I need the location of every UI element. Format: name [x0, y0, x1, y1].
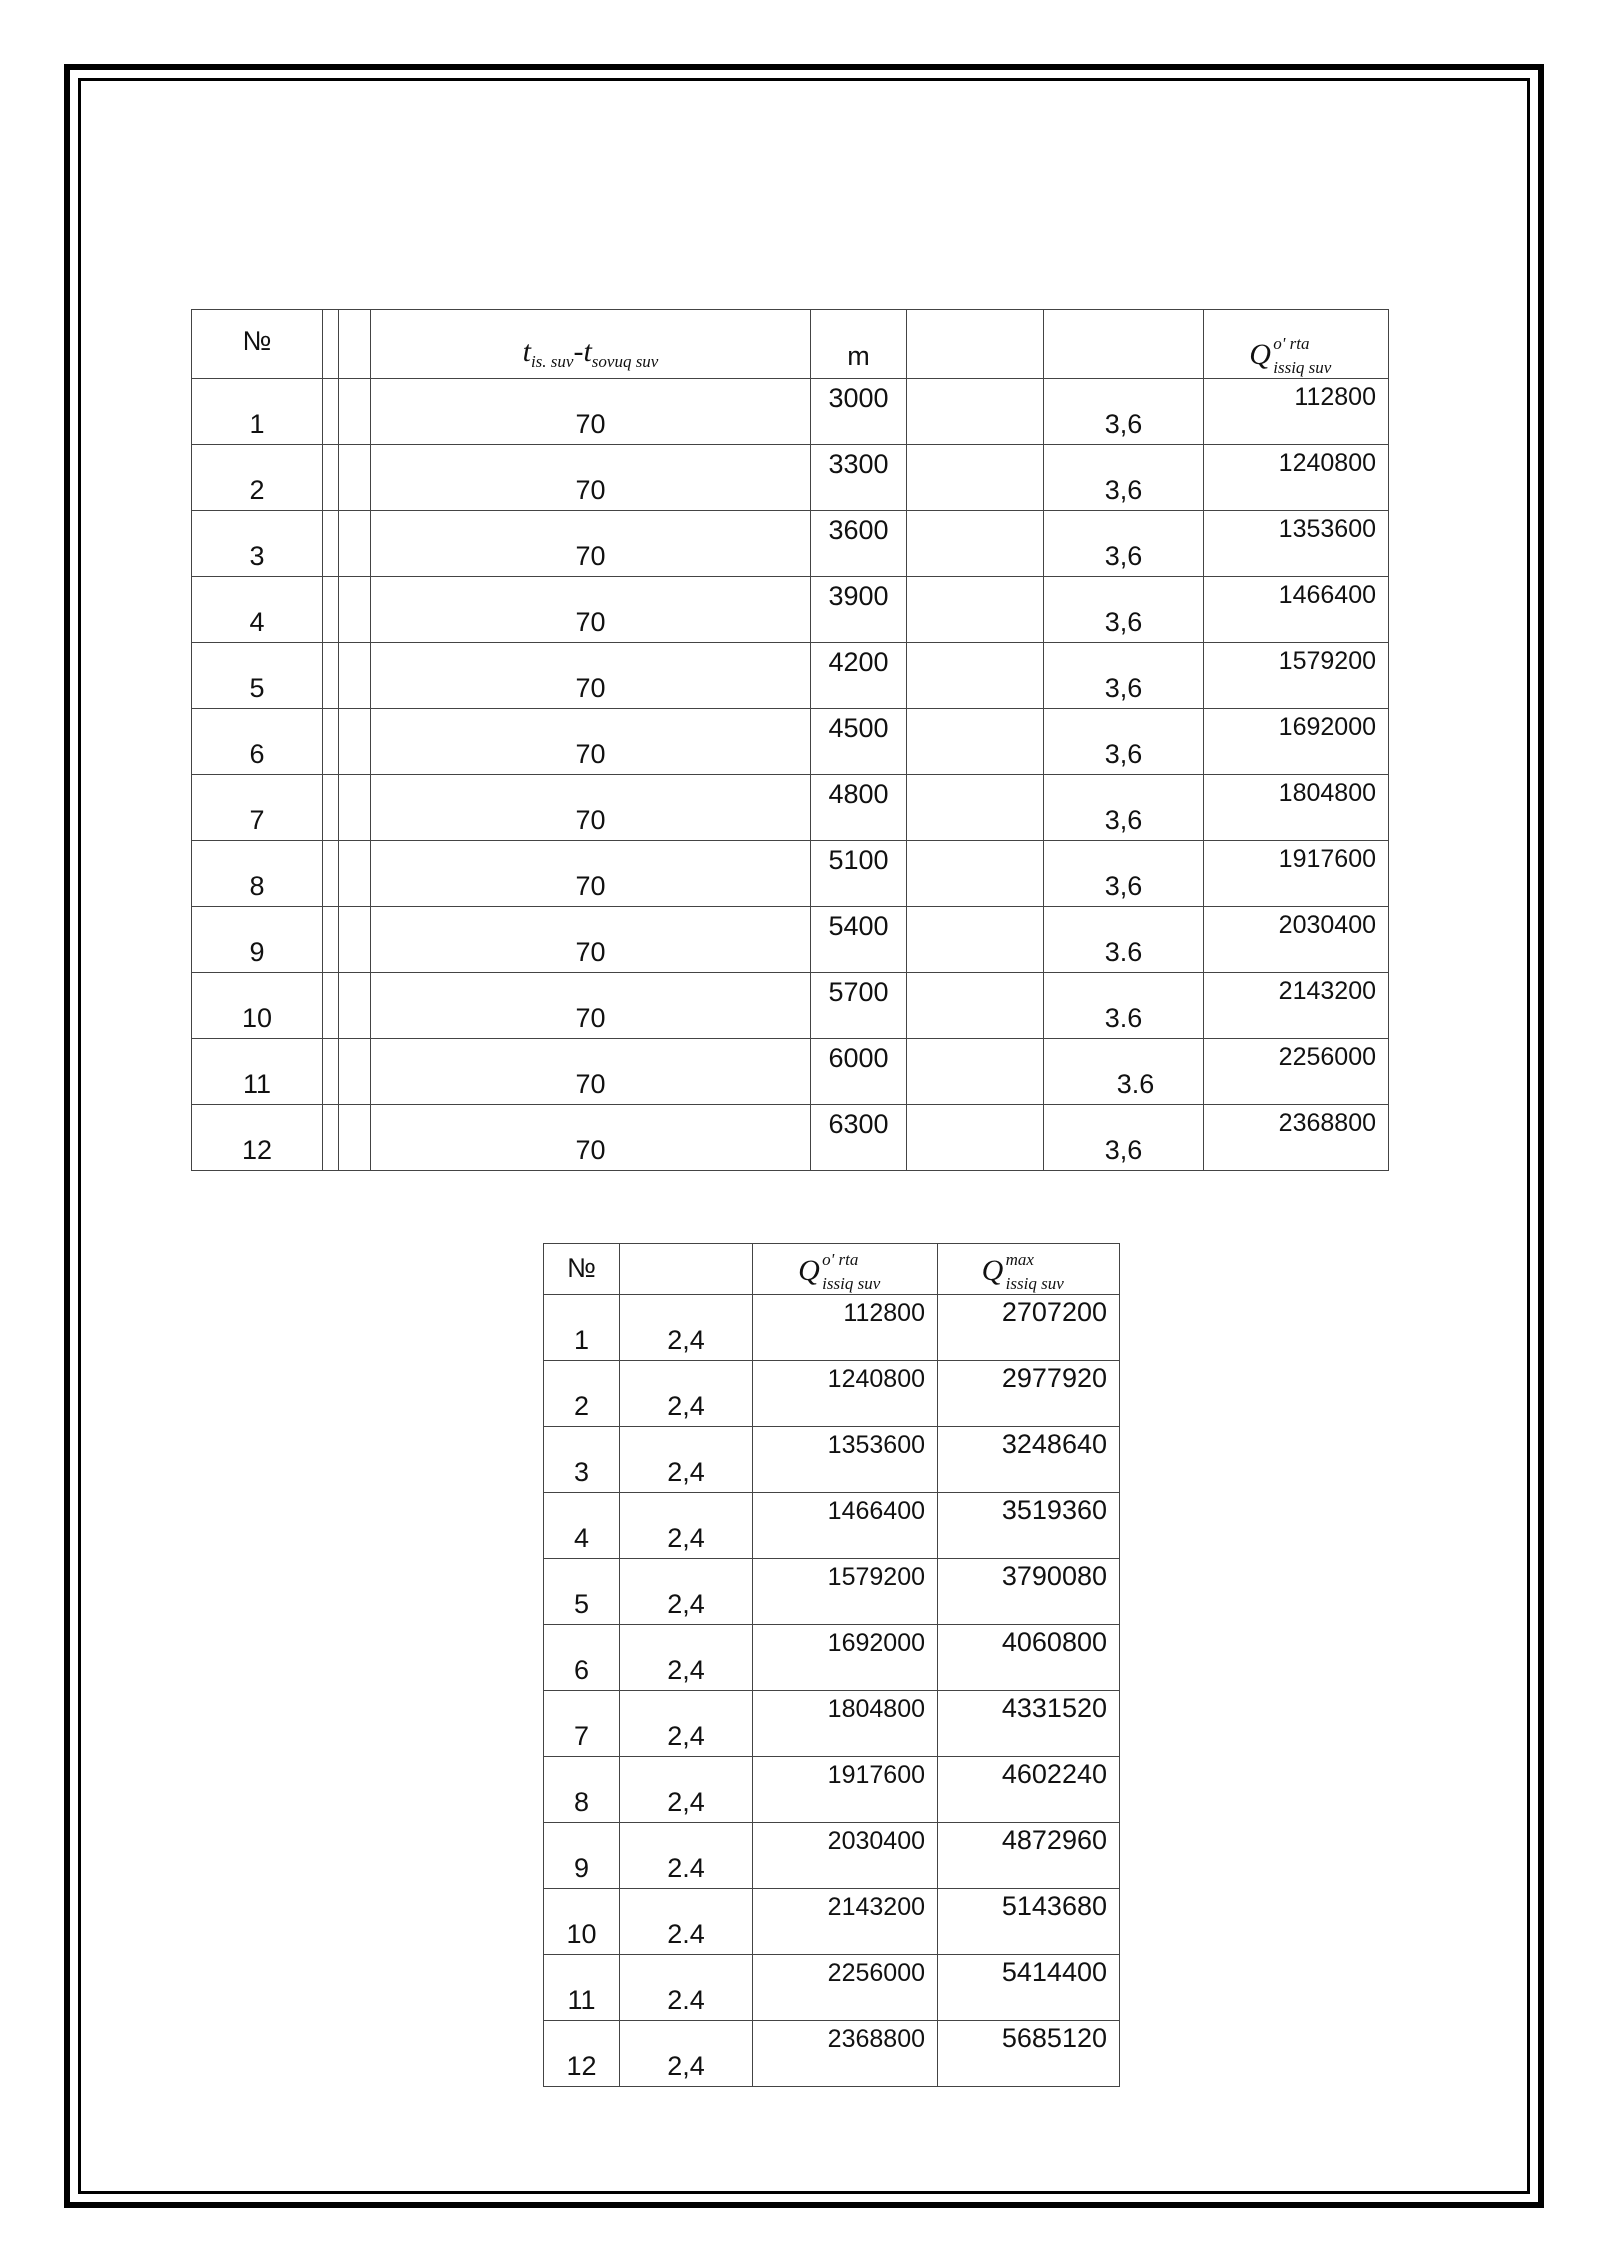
row-number: 9 — [573, 1853, 590, 1883]
table1-cell-no — [192, 841, 323, 907]
table1-cell-blank-c — [906, 577, 1043, 643]
table1-cell-m — [811, 577, 906, 643]
table1-cell-no — [192, 709, 323, 775]
q-avg-formula: Q o' rta issiq suv — [1249, 334, 1332, 377]
coef-value: 2,4 — [667, 1787, 705, 1817]
table1-cell-coef — [1043, 841, 1203, 907]
temp-diff-value: 70 — [575, 409, 606, 439]
table1-cell-m — [811, 1039, 906, 1105]
table2-cell-q-max — [938, 1427, 1120, 1493]
table1-cell-coef — [1043, 973, 1203, 1039]
m-value: 3600 — [828, 515, 889, 545]
table2-row — [544, 1955, 1120, 2021]
q-max-value: 4872960 — [1001, 1825, 1107, 1855]
table1-row — [192, 841, 1389, 907]
table1-cell-no — [192, 973, 323, 1039]
table1-cell-temp-diff — [370, 1105, 811, 1171]
table1-cell-temp-diff — [370, 643, 811, 709]
q-avg-value: 2143200 — [1278, 977, 1376, 1005]
table1-cell-blank-a — [322, 973, 338, 1039]
table1-cell-m — [811, 907, 906, 973]
table2-cell-coef — [620, 1955, 753, 2021]
q-avg-value: 1917600 — [827, 1761, 925, 1789]
table1-cell-blank-a — [322, 511, 338, 577]
table1-cell-blank-b — [339, 379, 370, 445]
q-avg-value: 1692000 — [1278, 713, 1376, 741]
table1-cell-q-avg — [1204, 973, 1389, 1039]
coef-value: 3.6 — [1104, 937, 1143, 967]
table1-cell-blank-a — [322, 445, 338, 511]
table2-cell-q-max — [938, 1559, 1120, 1625]
table1-header-blank-b — [339, 310, 370, 379]
temp-diff-value: 70 — [575, 1069, 606, 1099]
q-avg-value: 1353600 — [1278, 515, 1376, 543]
table1-cell-temp-diff — [370, 973, 811, 1039]
table1-header-m — [811, 310, 906, 379]
row-number: 6 — [249, 739, 265, 769]
table1-cell-m — [811, 973, 906, 1039]
m-value: 4500 — [828, 713, 889, 743]
row-number: 8 — [249, 871, 265, 901]
table1-header-temp-diff — [370, 310, 811, 379]
table2-cell-coef — [620, 1427, 753, 1493]
m-value: 6300 — [828, 1109, 889, 1139]
table2-cell-no — [544, 1625, 620, 1691]
q-max-value: 4602240 — [1001, 1759, 1107, 1789]
q-max-value: 2707200 — [1001, 1297, 1107, 1327]
table1-row — [192, 973, 1389, 1039]
table2-header-q-avg — [753, 1244, 938, 1295]
table1-row — [192, 709, 1389, 775]
table1-cell-blank-b — [339, 775, 370, 841]
q-avg-value: 112800 — [843, 1299, 925, 1327]
m-value: 4200 — [828, 647, 889, 677]
table2-cell-q-avg — [753, 1427, 938, 1493]
q-max-value: 3519360 — [1001, 1495, 1107, 1525]
q-avg-value: 1804800 — [1278, 779, 1376, 807]
table2-row — [544, 2021, 1120, 2087]
table1-cell-q-avg — [1204, 709, 1389, 775]
q-avg-value: 1917600 — [1278, 845, 1376, 873]
table1-cell-coef — [1043, 1039, 1203, 1105]
coef-value: 3,6 — [1104, 475, 1143, 505]
table2-header-blank — [620, 1244, 753, 1295]
table1-cell-blank-a — [322, 907, 338, 973]
table1-cell-blank-a — [322, 643, 338, 709]
table1-cell-blank-c — [906, 907, 1043, 973]
m-value: 5100 — [828, 845, 889, 875]
table1-cell-no — [192, 1039, 323, 1105]
table1-cell-temp-diff — [370, 907, 811, 973]
coef-value: 3,6 — [1104, 805, 1143, 835]
row-number: 1 — [573, 1325, 590, 1355]
q-avg-value: 1240800 — [1278, 449, 1376, 477]
table1-row — [192, 379, 1389, 445]
q-avg-value: 1466400 — [1278, 581, 1376, 609]
m-value: 5700 — [828, 977, 889, 1007]
table1-row — [192, 445, 1389, 511]
row-number: 5 — [573, 1589, 590, 1619]
table1-cell-coef — [1043, 445, 1203, 511]
table1-cell-q-avg — [1204, 379, 1389, 445]
table2-cell-no — [544, 1295, 620, 1361]
coef-value: 3.6 — [1104, 1003, 1143, 1033]
hot-water-table-2 — [543, 1243, 1120, 2087]
q-avg-value: 112800 — [1294, 383, 1376, 411]
table1-cell-q-avg — [1204, 511, 1389, 577]
table2-cell-coef — [620, 1757, 753, 1823]
table2-cell-q-avg — [753, 1559, 938, 1625]
table2-cell-no — [544, 1823, 620, 1889]
q-avg-value: 1353600 — [827, 1431, 925, 1459]
m-value: 3900 — [828, 581, 889, 611]
table1-cell-blank-b — [339, 709, 370, 775]
temp-diff-value: 70 — [575, 673, 606, 703]
table2-row — [544, 1823, 1120, 1889]
row-number: 2 — [573, 1391, 590, 1421]
row-number: 4 — [249, 607, 265, 637]
q-max-value: 5685120 — [1001, 2023, 1107, 2053]
table2-cell-coef — [620, 2021, 753, 2087]
table2-row — [544, 1625, 1120, 1691]
table1-cell-coef — [1043, 379, 1203, 445]
table1-cell-blank-a — [322, 841, 338, 907]
table1-cell-blank-c — [906, 1039, 1043, 1105]
table1-cell-blank-a — [322, 577, 338, 643]
table2-cell-coef — [620, 1295, 753, 1361]
table1-cell-q-avg — [1204, 1105, 1389, 1171]
table1-cell-q-avg — [1204, 577, 1389, 643]
q-avg-value: 1579200 — [1278, 647, 1376, 675]
table2-cell-q-avg — [753, 2021, 938, 2087]
table1-cell-temp-diff — [370, 1039, 811, 1105]
temp-diff-value: 70 — [575, 805, 606, 835]
table1-cell-blank-c — [906, 445, 1043, 511]
table1-cell-coef — [1043, 1105, 1203, 1171]
table2-cell-q-max — [938, 1889, 1120, 1955]
table2-cell-no — [544, 2021, 620, 2087]
table1-cell-blank-a — [322, 709, 338, 775]
table1-cell-no — [192, 511, 323, 577]
table2-cell-q-avg — [753, 1889, 938, 1955]
table1-cell-blank-b — [339, 973, 370, 1039]
table1-cell-no — [192, 445, 323, 511]
q-avg-value: 2368800 — [827, 2025, 925, 2053]
table1-cell-blank-c — [906, 379, 1043, 445]
table2-cell-no — [544, 1889, 620, 1955]
q2-max-formula: Q max issiq suv — [981, 1250, 1064, 1293]
table1-cell-no — [192, 907, 323, 973]
q-avg-value: 1692000 — [827, 1629, 925, 1657]
table1-cell-blank-c — [906, 973, 1043, 1039]
table2-cell-q-max — [938, 1625, 1120, 1691]
q-max-value: 5143680 — [1001, 1891, 1107, 1921]
table2-cell-no — [544, 1955, 620, 2021]
row-number: 5 — [249, 673, 265, 703]
table2-no-label: № — [567, 1253, 596, 1283]
table1-cell-blank-b — [339, 577, 370, 643]
row-number: 11 — [242, 1069, 271, 1099]
table2-cell-coef — [620, 1559, 753, 1625]
table1-cell-m — [811, 445, 906, 511]
table2-cell-q-max — [938, 1757, 1120, 1823]
table1-m-label: m — [847, 341, 870, 371]
table2-cell-coef — [620, 1889, 753, 1955]
temp-diff-value: 70 — [575, 1003, 606, 1033]
row-number: 11 — [567, 1985, 596, 2015]
q-max-value: 2977920 — [1001, 1363, 1107, 1393]
table1-cell-coef — [1043, 907, 1203, 973]
table1-cell-blank-a — [322, 379, 338, 445]
table2-cell-q-max — [938, 1361, 1120, 1427]
coef-value: 3,6 — [1104, 409, 1143, 439]
q-avg-value: 2256000 — [1278, 1043, 1376, 1071]
table1-cell-blank-b — [339, 445, 370, 511]
coef-value: 2,4 — [667, 1523, 705, 1553]
table1-cell-no — [192, 643, 323, 709]
table1-cell-temp-diff — [370, 709, 811, 775]
row-number: 12 — [566, 2051, 597, 2081]
table1-cell-m — [811, 775, 906, 841]
table1-cell-m — [811, 1105, 906, 1171]
table2-cell-q-max — [938, 2021, 1120, 2087]
table1-cell-temp-diff — [370, 445, 811, 511]
table2-row — [544, 1889, 1120, 1955]
coef-value: 3.6 — [1116, 1069, 1155, 1099]
q-max-value: 4060800 — [1001, 1627, 1107, 1657]
temp-diff-value: 70 — [575, 739, 606, 769]
row-number: 8 — [573, 1787, 590, 1817]
temp-diff-value: 70 — [575, 541, 606, 571]
coef-value: 2,4 — [667, 1721, 705, 1751]
row-number: 4 — [573, 1523, 590, 1553]
m-value: 3000 — [828, 383, 889, 413]
table1-header-no — [192, 310, 323, 379]
table2-header-q-max — [938, 1244, 1120, 1295]
table2-cell-q-max — [938, 1493, 1120, 1559]
table1-cell-blank-a — [322, 775, 338, 841]
table1-cell-m — [811, 841, 906, 907]
coef-value: 3,6 — [1104, 541, 1143, 571]
table1-row — [192, 643, 1389, 709]
table1-row — [192, 1039, 1389, 1105]
table1-cell-blank-c — [906, 643, 1043, 709]
row-number: 6 — [573, 1655, 590, 1685]
q2-avg-formula: Q o' rta issiq suv — [798, 1250, 881, 1293]
table1-row — [192, 907, 1389, 973]
table2-cell-q-max — [938, 1691, 1120, 1757]
m-value: 4800 — [828, 779, 889, 809]
table1-header-blank-a — [322, 310, 338, 379]
table2-cell-coef — [620, 1691, 753, 1757]
coef-value: 2,4 — [667, 1589, 705, 1619]
q-avg-value: 2256000 — [827, 1959, 925, 1987]
table1-cell-m — [811, 379, 906, 445]
table2-cell-q-max — [938, 1295, 1120, 1361]
coef-value: 2,4 — [667, 1391, 705, 1421]
table2-row — [544, 1361, 1120, 1427]
table2-header-no — [544, 1244, 620, 1295]
table1-cell-blank-c — [906, 511, 1043, 577]
table2-cell-no — [544, 1757, 620, 1823]
coef-value: 3,6 — [1104, 739, 1143, 769]
temp-diff-formula: $t_{is. suv}-t_{sovuq suv}$ — [522, 335, 659, 371]
table1-row — [192, 511, 1389, 577]
m-value: 5400 — [828, 911, 889, 941]
table1-cell-q-avg — [1204, 643, 1389, 709]
table1-no-label: № — [242, 326, 272, 356]
table2-cell-q-avg — [753, 1625, 938, 1691]
table1-header-q-avg — [1204, 310, 1389, 379]
m-value: 3300 — [828, 449, 889, 479]
table1-cell-coef — [1043, 643, 1203, 709]
table2-cell-q-max — [938, 1955, 1120, 2021]
table1-cell-m — [811, 643, 906, 709]
table2-cell-no — [544, 1559, 620, 1625]
m-value: 6000 — [828, 1043, 889, 1073]
row-number: 2 — [249, 475, 265, 505]
coef-value: 2,4 — [667, 1655, 705, 1685]
table1-cell-q-avg — [1204, 445, 1389, 511]
row-number: 10 — [566, 1919, 597, 1949]
table1-cell-m — [811, 709, 906, 775]
hot-water-table-1 — [191, 309, 1389, 1171]
row-number: 7 — [249, 805, 265, 835]
table2-row — [544, 1691, 1120, 1757]
coef-value: 2.4 — [667, 1919, 705, 1949]
table2-cell-q-avg — [753, 1823, 938, 1889]
row-number: 10 — [241, 1003, 272, 1033]
table2-cell-q-avg — [753, 1955, 938, 2021]
table2-row — [544, 1493, 1120, 1559]
coef-value: 3,6 — [1104, 871, 1143, 901]
table1-cell-temp-diff — [370, 379, 811, 445]
table1-cell-coef — [1043, 511, 1203, 577]
temp-diff-value: 70 — [575, 937, 606, 967]
q-max-value: 3790080 — [1001, 1561, 1107, 1591]
table2-cell-q-avg — [753, 1295, 938, 1361]
table1-cell-temp-diff — [370, 511, 811, 577]
row-number: 12 — [241, 1135, 272, 1165]
table1-cell-blank-b — [339, 1105, 370, 1171]
table1-cell-blank-a — [322, 1039, 338, 1105]
table2-cell-coef — [620, 1493, 753, 1559]
q-avg-value: 2368800 — [1278, 1109, 1376, 1137]
table2-cell-q-avg — [753, 1757, 938, 1823]
row-number: 7 — [573, 1721, 590, 1751]
table2-row — [544, 1295, 1120, 1361]
table2-cell-q-avg — [753, 1493, 938, 1559]
q-avg-value: 1579200 — [827, 1563, 925, 1591]
table2-cell-coef — [620, 1361, 753, 1427]
temp-diff-value: 70 — [575, 871, 606, 901]
table2-cell-coef — [620, 1625, 753, 1691]
q-avg-value: 2030400 — [1278, 911, 1376, 939]
table1-cell-q-avg — [1204, 775, 1389, 841]
table1-cell-blank-b — [339, 841, 370, 907]
table2-row — [544, 1427, 1120, 1493]
table2-cell-q-max — [938, 1823, 1120, 1889]
table2-row — [544, 1559, 1120, 1625]
table1-cell-blank-b — [339, 907, 370, 973]
table2-cell-q-avg — [753, 1361, 938, 1427]
table2-cell-no — [544, 1691, 620, 1757]
coef-value: 3,6 — [1104, 673, 1143, 703]
coef-value: 2.4 — [667, 1985, 705, 2015]
table1-cell-coef — [1043, 577, 1203, 643]
table1-cell-no — [192, 577, 323, 643]
q-avg-value: 1240800 — [827, 1365, 925, 1393]
row-number: 9 — [249, 937, 265, 967]
q-max-value: 5414400 — [1001, 1957, 1107, 1987]
coef-value: 2,4 — [667, 1457, 705, 1487]
coef-value: 2,4 — [667, 2051, 705, 2081]
row-number: 3 — [249, 541, 265, 571]
table1-cell-blank-b — [339, 511, 370, 577]
q-avg-value: 1466400 — [827, 1497, 925, 1525]
table2-cell-no — [544, 1427, 620, 1493]
table2-cell-no — [544, 1493, 620, 1559]
table1-cell-blank-c — [906, 775, 1043, 841]
coef-value: 3,6 — [1104, 607, 1143, 637]
table1-cell-temp-diff — [370, 577, 811, 643]
table1-row — [192, 775, 1389, 841]
coef-value: 2,4 — [667, 1325, 705, 1355]
table1-cell-m — [811, 511, 906, 577]
coef-value: 2.4 — [667, 1853, 705, 1883]
table2-cell-coef — [620, 1823, 753, 1889]
table1-header-blank-d — [1043, 310, 1203, 379]
table1-cell-blank-c — [906, 1105, 1043, 1171]
coef-value: 3,6 — [1104, 1135, 1143, 1165]
table1-cell-blank-c — [906, 709, 1043, 775]
table2-row — [544, 1757, 1120, 1823]
table1-cell-temp-diff — [370, 775, 811, 841]
q-avg-value: 1804800 — [827, 1695, 925, 1723]
table1-row — [192, 1105, 1389, 1171]
temp-diff-value: 70 — [575, 607, 606, 637]
q-max-value: 4331520 — [1001, 1693, 1107, 1723]
table1-cell-coef — [1043, 775, 1203, 841]
table1-cell-blank-b — [339, 1039, 370, 1105]
table1-header-blank-c — [906, 310, 1043, 379]
row-number: 3 — [573, 1457, 590, 1487]
q-avg-value: 2143200 — [827, 1893, 925, 1921]
row-number: 1 — [249, 409, 265, 439]
q-avg-value: 2030400 — [827, 1827, 925, 1855]
table2-header-row — [544, 1244, 1120, 1295]
q-max-value: 3248640 — [1001, 1429, 1107, 1459]
table1-cell-no — [192, 379, 323, 445]
table2-cell-no — [544, 1361, 620, 1427]
table1-row — [192, 577, 1389, 643]
table1-cell-no — [192, 1105, 323, 1171]
table1-cell-no — [192, 775, 323, 841]
table1-cell-q-avg — [1204, 1039, 1389, 1105]
table1-cell-blank-b — [339, 643, 370, 709]
table1-cell-blank-c — [906, 841, 1043, 907]
table1-cell-blank-a — [322, 1105, 338, 1171]
table2-cell-q-avg — [753, 1691, 938, 1757]
table1-cell-q-avg — [1204, 841, 1389, 907]
table1-cell-q-avg — [1204, 907, 1389, 973]
table1-header-row — [192, 310, 1389, 379]
table1-cell-temp-diff — [370, 841, 811, 907]
temp-diff-value: 70 — [575, 475, 606, 505]
table1-cell-coef — [1043, 709, 1203, 775]
temp-diff-value: 70 — [575, 1135, 606, 1165]
